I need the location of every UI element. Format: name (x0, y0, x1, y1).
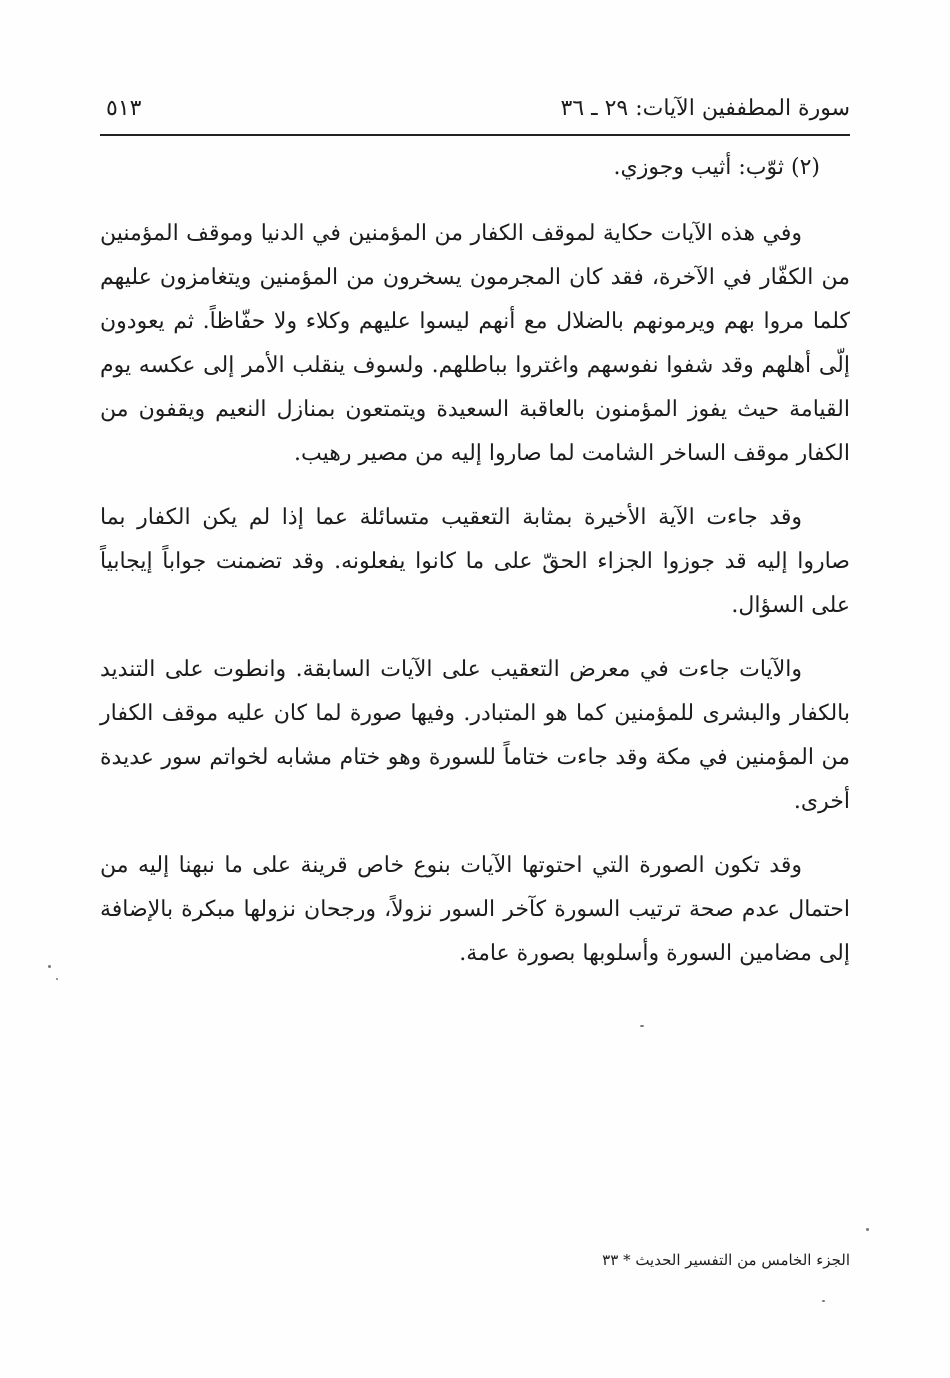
scan-speck (56, 978, 58, 980)
footnote: (٢) ثوّب: أثيب وجوزي. (613, 155, 820, 180)
page-header (100, 92, 850, 128)
scan-speck (822, 1300, 825, 1302)
paragraph-1: وفي هذه الآيات حكاية لموقف الكفار من المؤمنين في الدنيا وموقف المؤمنين من الكفّار في الآخرة، فقد كان المجرمون يسخرون من المؤمنين ويتغامزون عليهم كلما مروا بهم ويرمونهم بالضلال مع أنهم ليسوا عليهم وكلاء ولا حفّاظاً. ثم يعودون إلّى أهلهم وقد شفوا نفوسهم واغتروا بباطلهم. ولسوف ينقلب الأمر إلى عكسه يوم القيامة حيث يفوز المؤمنون بالعاقبة السعيدة ويتمتعون بمنازل النعيم ويقفون من الكفار موقف الساخر الشامت لما صاروا إليه من مصير رهيب. (100, 221, 851, 466)
header-rule (100, 134, 850, 136)
running-title: سورة المطففين الآيات: ٢٩ ـ ٣٦ (560, 96, 850, 121)
page-body (100, 146, 850, 996)
scan-speck (640, 1025, 644, 1027)
page-footer: الجزء الخامس من التفسير الحديث * ٣٣ (602, 1251, 850, 1269)
scan-speck (48, 965, 51, 968)
paragraph-3: والآيات جاءت في معرض التعقيب على الآيات السابقة. وانطوت على التنديد بالكفار والبشرى للمؤمنين كما هو المتبادر. وفيها صورة لما كان عليه موقف الكفار من المؤمنين في مكة وقد جاءت ختاماً للسورة وهو ختام مشابه لخواتم سور عديدة أخرى. (100, 657, 850, 814)
page-number: ٥١٣ (106, 96, 142, 121)
scan-speck (866, 1228, 869, 1231)
paragraph-4: وقد تكون الصورة التي احتوتها الآيات بنوع خاص قرينة على ما نبهنا إليه من احتمال عدم صحة ترتيب السورة كآخر السور نزولاً، ورجحان نزولها مبكرة بالإضافة إلى مضامين السورة وأسلوبها بصورة عامة. (100, 853, 850, 966)
paragraph-2: وقد جاءت الآية الأخيرة بمثابة التعقيب متسائلة عما إذا لم يكن الكفار بما صاروا إليه قد جوزوا الجزاء الحقّ على ما كانوا يفعلونه. وقد تضمنت جواباً إيجابياً على السؤال. (100, 505, 850, 618)
